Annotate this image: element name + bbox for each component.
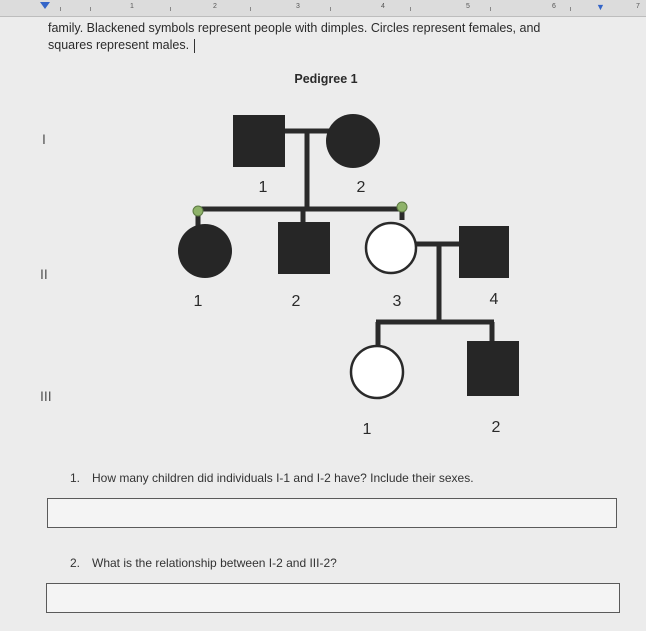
- ruler-number: 1: [130, 3, 134, 10]
- pedigree-iii-2-number: 2: [491, 419, 501, 436]
- pedigree-ii-1-number: 1: [193, 293, 203, 310]
- pedigree-i-1-number: 1: [258, 179, 268, 196]
- question-2-number: 2.: [70, 556, 81, 570]
- pedigree-i-2-female-affected: [326, 114, 380, 168]
- ruler-number: 4: [381, 3, 385, 10]
- pedigree-ii-2-number: 2: [291, 293, 301, 310]
- right-indent-marker-icon[interactable]: ▼: [596, 2, 605, 12]
- pedigree-ii-3-number: 3: [392, 293, 402, 310]
- generation-label-iii: III: [40, 388, 52, 404]
- pedigree-ii-4-number: 4: [489, 291, 499, 308]
- generation-label-ii: II: [40, 266, 48, 282]
- ruler-number: 5: [466, 3, 470, 10]
- connector-dot-left: [193, 206, 203, 216]
- pedigree-iii-1-female-unaffected: [351, 346, 403, 398]
- pedigree-ii-1-female-affected: [178, 224, 232, 278]
- question-2-text: What is the relationship between I-2 and III-2?: [92, 556, 337, 570]
- pedigree-i-2-number: 2: [356, 179, 366, 196]
- question-1: [70, 471, 474, 485]
- pedigree-ii-3-female-unaffected: [366, 223, 416, 273]
- ruler-number: 7: [636, 3, 640, 10]
- pedigree-ii-4-male-affected: [459, 226, 509, 278]
- question-1-number: 1.: [70, 471, 81, 485]
- ruler-number: 2: [213, 3, 217, 10]
- instructions-line-1: family. Blackened symbols represent people with dimples. Circles represent females, and: [48, 21, 541, 35]
- ruler-number: 3: [296, 3, 300, 10]
- pedigree-i-1-male-affected: [233, 115, 285, 167]
- generation-label-i: I: [42, 131, 46, 147]
- answer-2-box[interactable]: [46, 583, 620, 613]
- pedigree-iii-2-male-affected: [467, 341, 519, 396]
- connector-dot-right: [397, 202, 407, 212]
- pedigree-ii-2-male-affected: [278, 222, 330, 274]
- ruler-number: 6: [552, 3, 556, 10]
- pedigree-iii-1-number: 1: [362, 421, 372, 438]
- answer-1-box[interactable]: [47, 498, 617, 528]
- question-2: [70, 556, 337, 570]
- instructions-line-2-text: squares represent males.: [48, 38, 190, 52]
- question-1-text: How many children did individuals I-1 and I-2 have? Include their sexes.: [92, 471, 474, 485]
- pedigree-title: Pedigree 1: [294, 72, 358, 86]
